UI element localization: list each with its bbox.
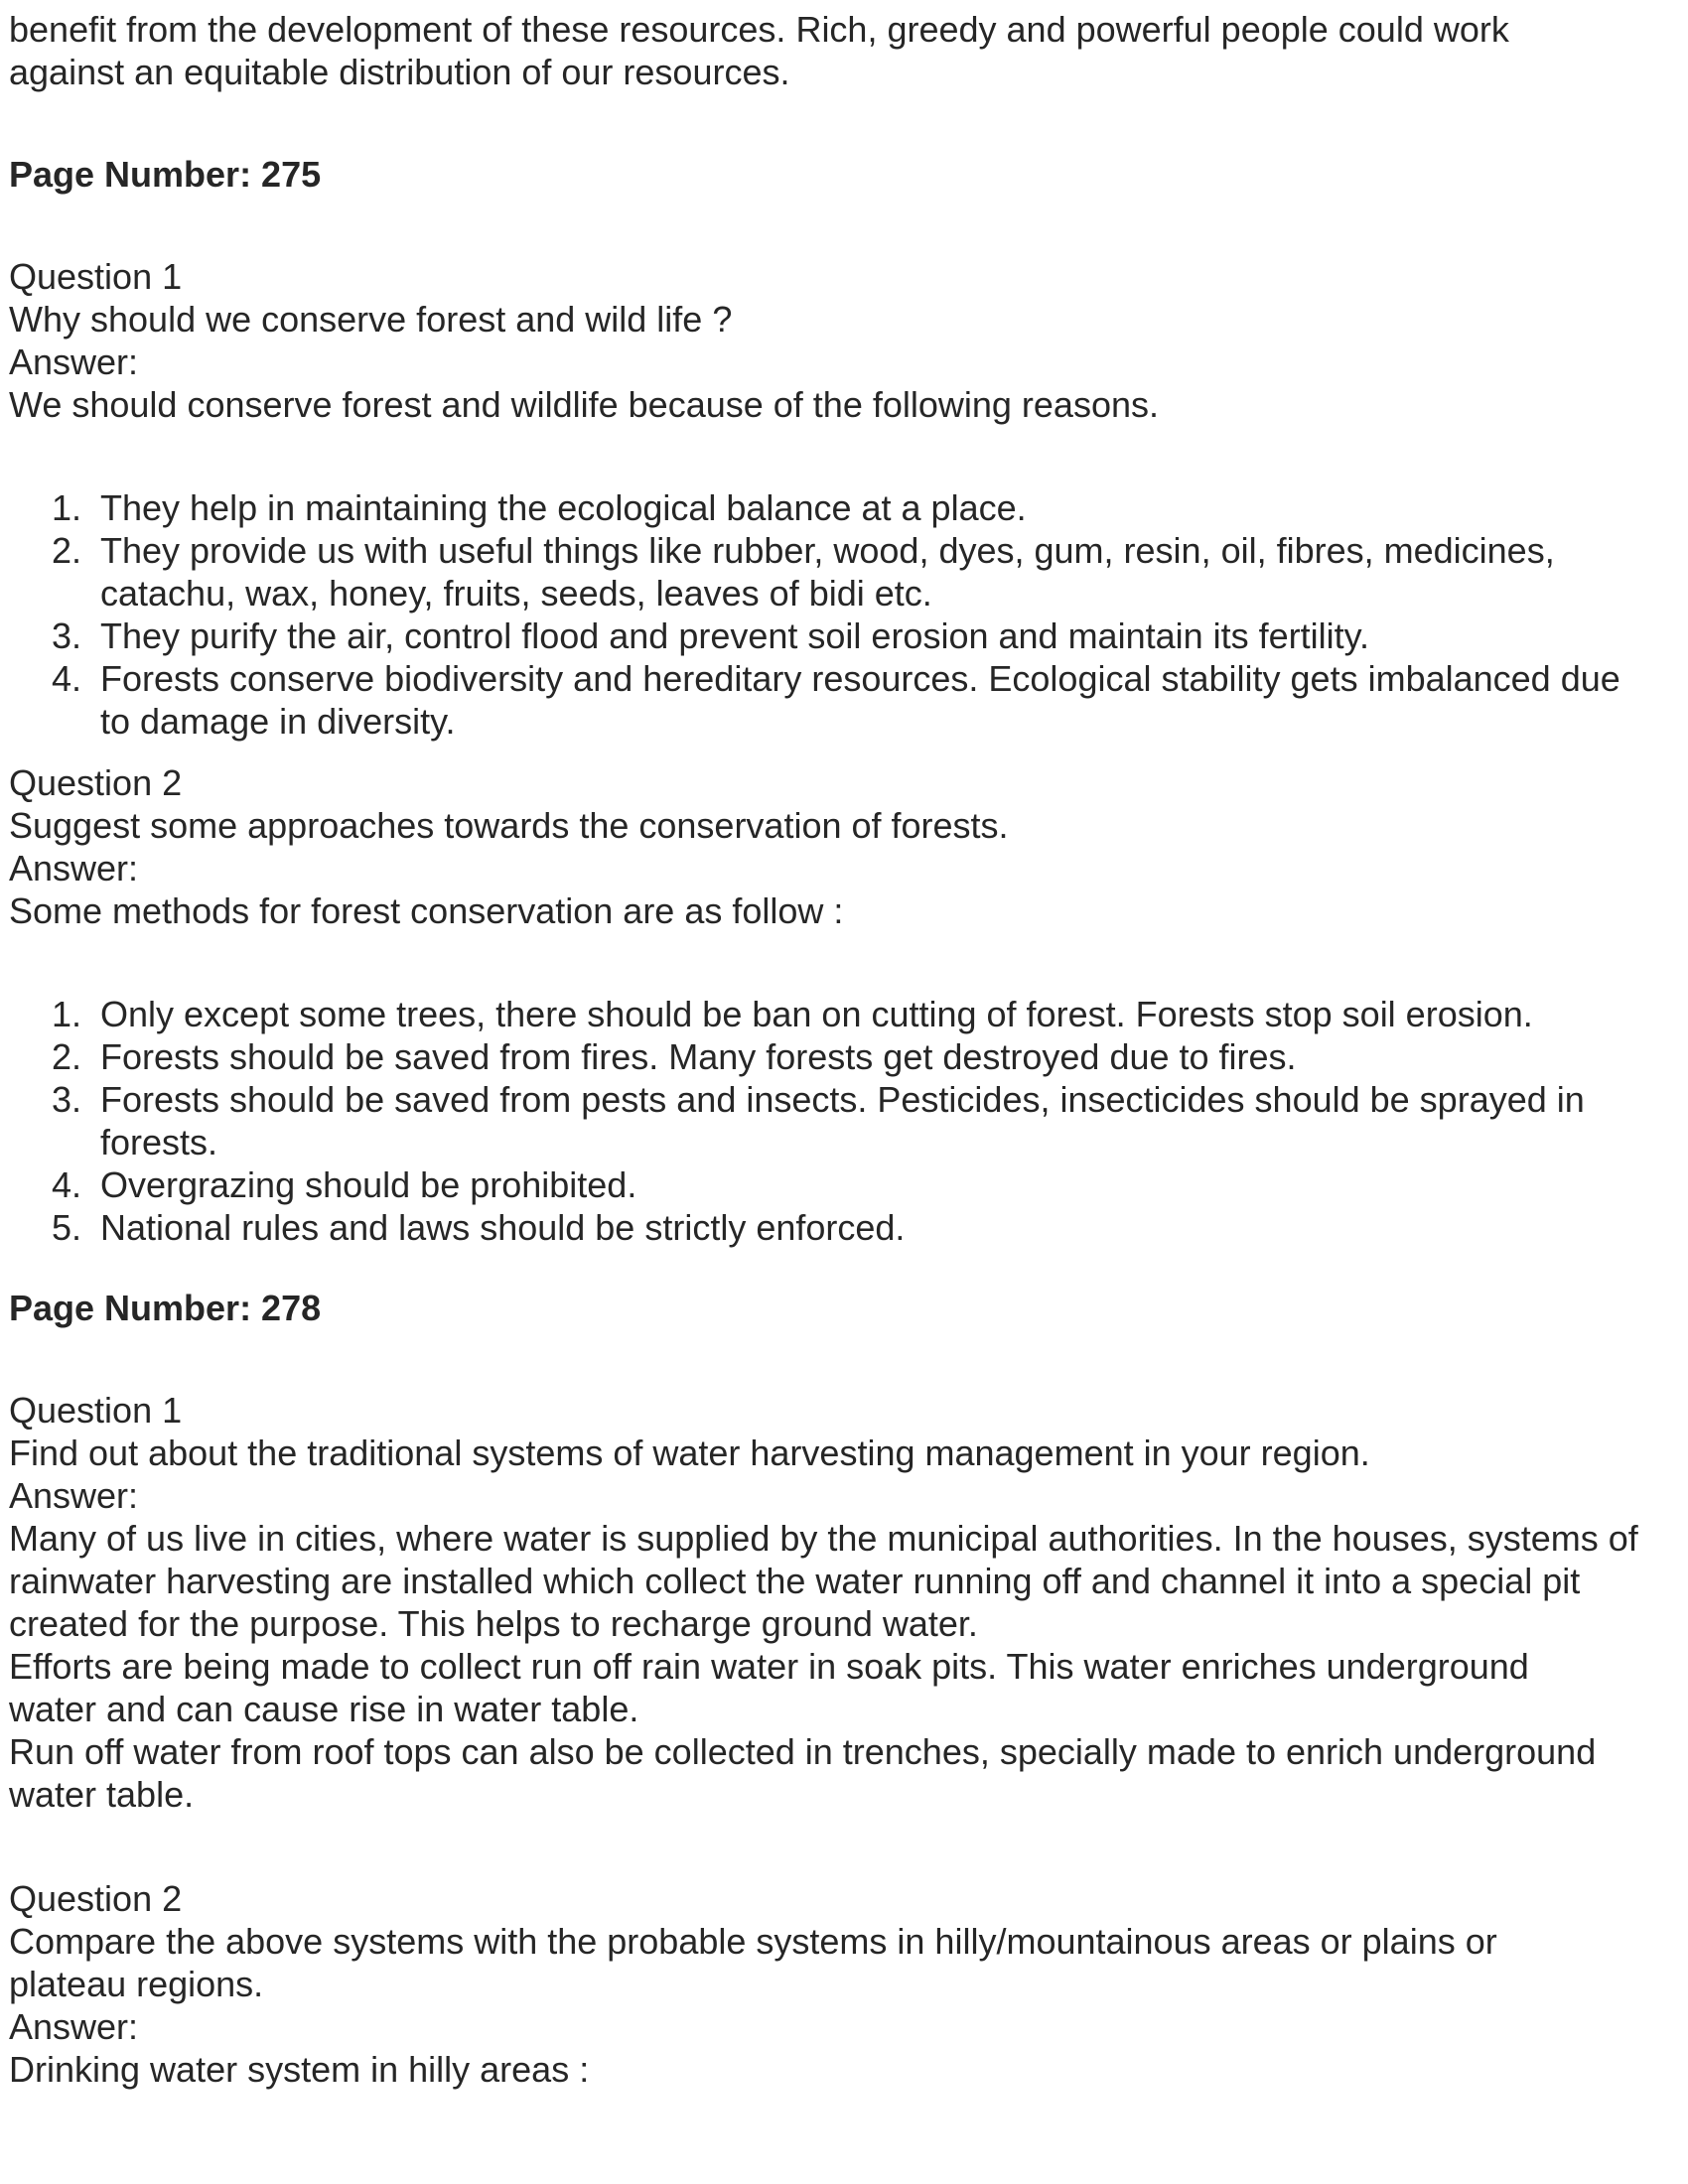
question-text: Find out about the traditional systems of water harvesting management in your region. xyxy=(9,1433,1370,1473)
list-number: 4. xyxy=(52,1164,82,1205)
list-item: 1. Only except some trees, there should be ban on cutting of forest. Forests stop soil erosion. xyxy=(52,994,1533,1034)
answer-intro: Drinking water system in hilly areas : xyxy=(9,2049,590,2090)
answer-label: Answer: xyxy=(9,848,139,888)
answer-intro: We should conserve forest and wildlife because of the following reasons. xyxy=(9,384,1159,425)
page-number-heading: Page Number: 278 xyxy=(9,1288,322,1328)
answer-list xyxy=(9,486,1647,743)
question-block xyxy=(9,255,1682,743)
question-text: Suggest some approaches towards the conservation of forests. xyxy=(9,805,1009,846)
list-item: 2. Forests should be saved from fires. Many forests get destroyed due to fires. xyxy=(52,1036,1297,1077)
answer-label: Answer: xyxy=(9,2006,139,2047)
list-item: 4. Overgrazing should be prohibited. xyxy=(52,1164,637,1205)
page-number-heading: Page Number: 275 xyxy=(9,154,322,195)
answer-label: Answer: xyxy=(9,1475,139,1516)
answer-label: Answer: xyxy=(9,341,139,382)
answer-paragraph: Run off water from roof tops can also be collected in trenches, specially made to enrich underground water table. xyxy=(9,1731,1597,1815)
list-item: 3. Forests should be saved from pests and insects. Pesticides, insecticides should be sprayed in forests. xyxy=(52,1079,1585,1162)
question-text: Why should we conserve forest and wild life ? xyxy=(9,299,733,340)
answer-paragraph: Many of us live in cities, where water is supplied by the municipal authorities. In the houses, systems of rainwater harvesting are installed which collect the water running off and channel it into a special pit created for the purpose. This helps to recharge ground water. xyxy=(9,1518,1638,1644)
list-number: 2. xyxy=(52,530,82,571)
list-item: 3. They purify the air, control flood and prevent soil erosion and maintain its fertility. xyxy=(52,615,1369,656)
list-item: 4. Forests conserve biodiversity and hereditary resources. Ecological stability gets imbalanced due to damage in diversity. xyxy=(52,658,1620,742)
list-number: 3. xyxy=(52,1079,82,1120)
answer-intro: Some methods for forest conservation are as follow : xyxy=(9,890,844,931)
question-block xyxy=(9,1389,1687,1816)
list-number: 5. xyxy=(52,1207,82,1248)
list-number: 3. xyxy=(52,615,82,656)
question-label: Question 2 xyxy=(9,1878,183,1919)
question-text: Compare the above systems with the probable systems in hilly/mountainous areas or plains or plateau regions. xyxy=(9,1921,1497,2004)
list-number: 1. xyxy=(52,487,82,528)
list-item: 1. They help in maintaining the ecological balance at a place. xyxy=(52,487,1027,528)
list-item: 5. National rules and laws should be strictly enforced. xyxy=(52,1207,906,1248)
answer-list xyxy=(9,993,1667,1249)
question-block xyxy=(9,761,1682,1249)
intro-paragraph: benefit from the development of these resources. Rich, greedy and powerful people could work against an equitable distribution of our resources. xyxy=(9,9,1509,92)
question-label: Question 1 xyxy=(9,256,183,297)
document-page xyxy=(9,8,1682,2091)
question-block xyxy=(9,1877,1682,2091)
list-number: 1. xyxy=(52,994,82,1034)
question-label: Question 2 xyxy=(9,762,183,803)
list-number: 2. xyxy=(52,1036,82,1077)
question-label: Question 1 xyxy=(9,1390,183,1431)
list-number: 4. xyxy=(52,658,82,699)
list-item: 2. They provide us with useful things like rubber, wood, dyes, gum, resin, oil, fibres, medicines, catachu, wax, honey, fruits, seeds, leaves of bidi etc. xyxy=(52,530,1555,614)
answer-paragraph: Efforts are being made to collect run off rain water in soak pits. This water enriches underground water and can cause rise in water table. xyxy=(9,1646,1529,1729)
